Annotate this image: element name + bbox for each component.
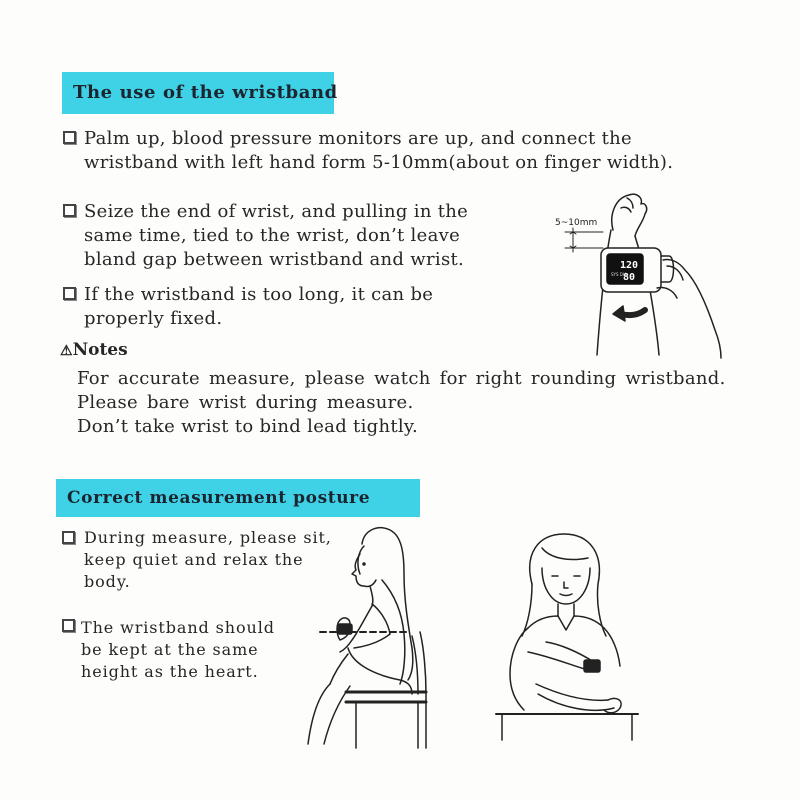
seated-side-view-illustration	[300, 524, 450, 750]
notes-heading	[60, 340, 128, 360]
section-heading-wristband-use	[62, 72, 338, 114]
instruction-item-3	[84, 283, 433, 331]
seated-front-view-illustration	[488, 524, 644, 742]
instruction-line: wristband with left hand form 5-10mm(about on finger width).	[84, 152, 674, 173]
instruction-line: Seize the end of wrist, and pulling in the	[84, 201, 469, 222]
instruction-line: same time, tied to the wrist, don’t leave	[84, 225, 461, 246]
note-line: Please bare wrist during measure.	[77, 392, 414, 413]
note-line: For accurate measure, please watch for right rounding wristband.	[77, 368, 726, 389]
posture-line: The wristband should	[81, 618, 275, 637]
instruction-item-2	[84, 200, 468, 272]
section-heading-text: Correct measurement posture	[67, 488, 371, 508]
instruction-line: If the wristband is too long, it can be	[84, 284, 434, 305]
posture-line: be kept at the same	[81, 640, 259, 659]
instruction-line: bland gap between wristband and wrist.	[84, 249, 465, 270]
posture-line: During measure, please sit,	[84, 528, 332, 547]
instruction-item-1	[84, 127, 673, 175]
posture-line: body.	[84, 572, 131, 591]
section-heading-text: The use of the wristband	[73, 82, 338, 103]
instruction-line: properly fixed.	[84, 308, 223, 329]
checkbox-icon	[62, 531, 75, 544]
instruction-line: Palm up, blood pressure monitors are up, and connect the	[84, 128, 632, 149]
posture-line: keep quiet and relax the	[84, 550, 304, 569]
notes-title: Notes	[72, 340, 128, 360]
note-line: Don’t take wrist to bind lead tightly.	[77, 416, 419, 437]
device-side-label: SYS DIA	[611, 272, 627, 277]
checkbox-icon	[63, 131, 76, 144]
posture-line: height as the heart.	[81, 662, 259, 681]
measure-label: 5~10mm	[555, 218, 598, 228]
warning-icon: ⚠	[60, 343, 73, 359]
checkbox-icon	[63, 204, 76, 217]
device-reading-bottom: 80	[622, 272, 636, 283]
wrist-wearing-illustration	[545, 190, 730, 360]
notes-list	[77, 367, 726, 439]
posture-item-1	[84, 527, 332, 593]
device-reading-top: 120	[619, 260, 639, 271]
checkbox-icon	[63, 287, 76, 300]
checkbox-icon	[62, 619, 75, 632]
section-heading-posture	[56, 479, 420, 517]
posture-item-2	[81, 617, 275, 683]
